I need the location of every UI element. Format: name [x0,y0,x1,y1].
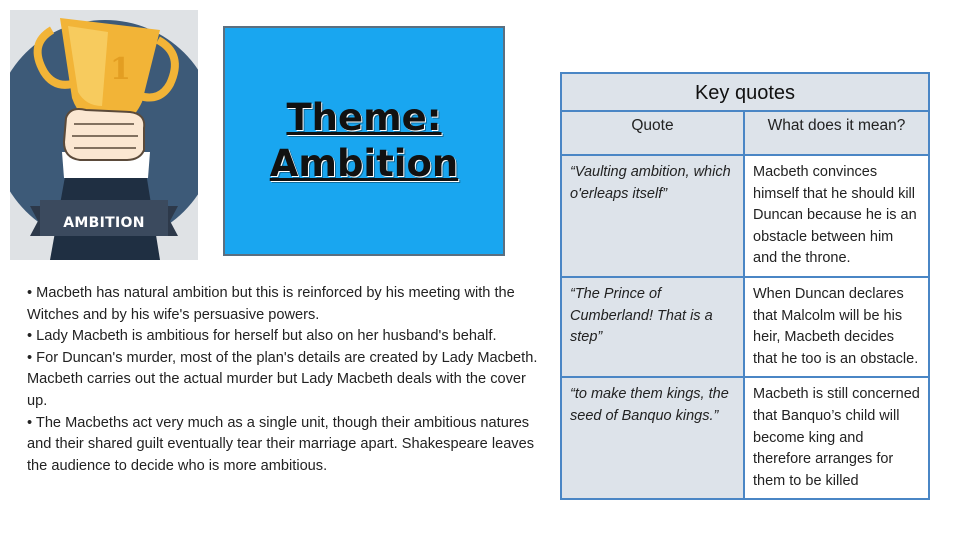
quote-cell: “to make them kings, the seed of Banquo kings.” [562,378,745,498]
meaning-cell: Macbeth is still concerned that Banquo’s child will become king and therefore arranges for them to be killed [745,378,928,498]
notes-bullets [27,283,539,477]
meaning-cell: When Duncan declares that Malcolm will be his heir, Macbeth decides that he too is an obstacle. [745,278,928,376]
quote-cell: “Vaulting ambition, which o'erleaps itself” [562,156,745,276]
table-row [562,156,928,278]
note-item: • For Duncan's murder, most of the plan's details are created by Lady Macbeth. Macbeth carries out the actual murder but Lady Macbeth deals with the cover up. [27,349,538,409]
note-item: • The Macbeths act very much as a single unit, though their ambitious natures and their shared guilt eventually tear their marriage apart. Shakespeare leaves the audience to decide who is more ambitious. [27,414,535,474]
quote-cell: “The Prince of Cumberland! That is a step” [562,278,745,376]
title-line-1: Theme: [286,96,442,139]
table-header-row [562,112,928,156]
title-line-2: Ambition [269,142,459,185]
title-box [223,26,505,256]
key-quotes-table [560,72,930,500]
column-header-meaning: What does it mean? [767,117,906,134]
note-item: • Lady Macbeth is ambitious for herself but also on her husband's behalf. [27,328,497,345]
trophy-number: 1 [110,52,131,87]
table-row [562,278,928,378]
meaning-cell: Macbeth convinces himself that he should kill Duncan because he is an obstacle between him and the throne. [745,156,928,276]
badge-label: AMBITION [63,215,145,231]
table-row [562,378,928,498]
ambition-badge-image [10,10,198,260]
note-item: • Macbeth has natural ambition but this is reinforced by his meeting with the Witches and by his wife's persuasive powers. [27,285,515,323]
column-header-quote: Quote [562,112,745,154]
key-quotes-heading: Key quotes [562,74,928,112]
